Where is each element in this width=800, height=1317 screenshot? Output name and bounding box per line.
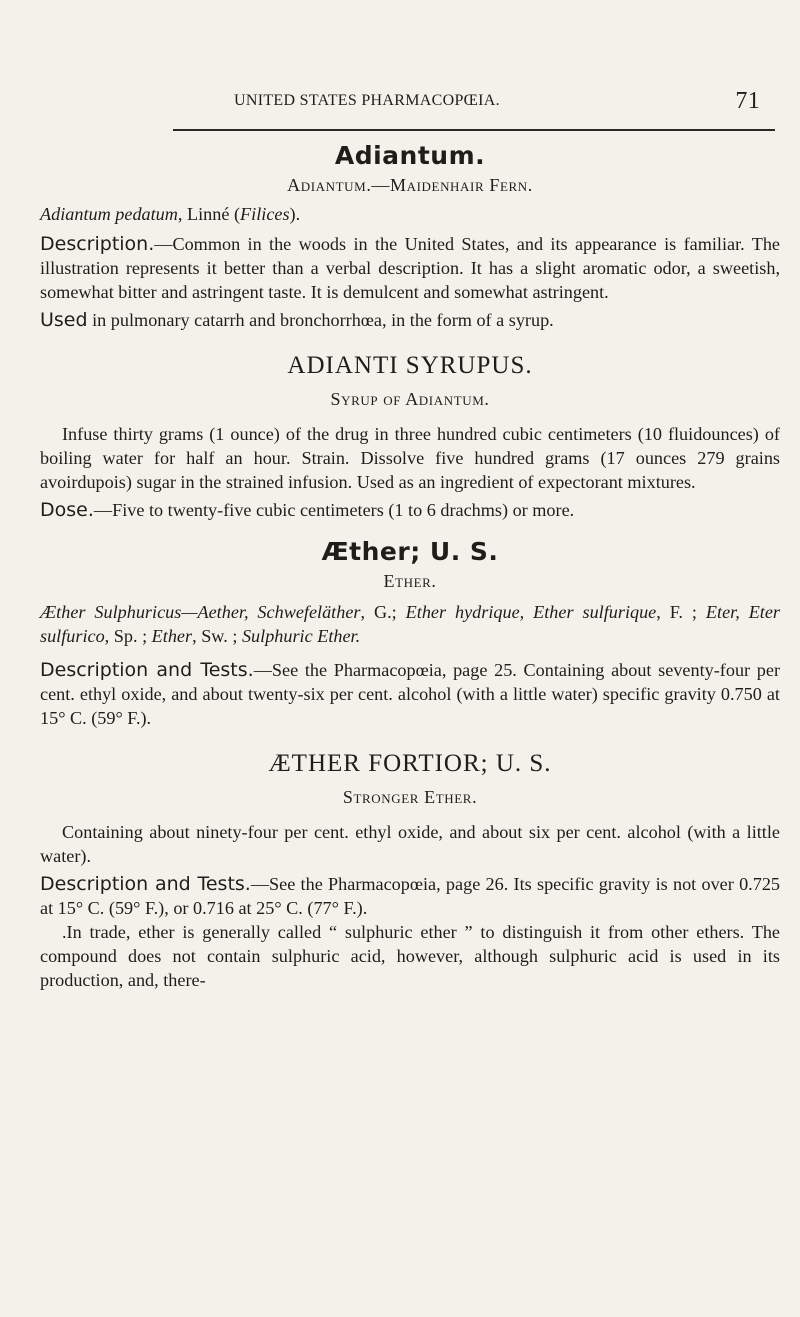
header-rule <box>173 129 775 131</box>
page-number: 71 <box>735 88 760 114</box>
aether-fortior-trade: .In trade, ether is generally called “ sulphuric ether ” to distinguish it from other ethers. The compound does not contain sulphuric acid, however, although sulphuric acid is used in its production, and, there- <box>40 922 780 990</box>
synonym-lang: , Sw. ; <box>192 626 242 646</box>
adiantum-description <box>40 232 780 304</box>
synonym: Eter, Eter sulfurico <box>40 602 781 646</box>
adiantum-subheading: Adiantum.—Maidenhair Fern. <box>287 175 533 195</box>
syrup-text: Infuse thirty grams (1 ounce) of the drug in three hundred cubic centimeters (10 fluidounces) of boiling water for half an hour. Strain. Dissolve five hundred grams (17 ounces 279 grains avoirdupois) sugar in the strained infusion. Used as an ingredient of expectorant mixtures. <box>40 424 780 492</box>
description-tests-text: —See the Pharmacopœia, page 26. Its specific gravity is not over 0.725 at 15° C. (59° F.), or 0.716 at 25° C. (77° F.). <box>40 874 781 918</box>
running-head-title: UNITED STATES PHARMACOPŒIA. <box>234 92 500 109</box>
description-tests-label: Description and Tests. <box>40 873 251 895</box>
authority-end: ). <box>289 204 301 224</box>
aether-fortior-subheading: Stronger Ether. <box>342 787 478 807</box>
synonym: Sulphuric Ether. <box>241 626 361 646</box>
synonym: Ether hydrique, Ether sulfurique <box>405 602 657 622</box>
description-tests-text: —See the Pharmacopœia, page 25. Containing about seventy-four per cent. ethyl oxide, and about twenty-six per cent. alcohol (with a little water) specific gravity 0.750 at 15° C. (59° F.). <box>40 660 781 728</box>
family-name: Filices <box>240 204 290 224</box>
synonym-lang: , F. ; <box>656 602 706 622</box>
aether-fortior-intro: Containing about ninety-four per cent. ethyl oxide, and about six per cent. alcohol (with a little water). <box>40 822 780 866</box>
synonym: —Aether, Schwefeläther <box>181 602 361 622</box>
syrup-subheading: Syrup of Adiantum. <box>330 389 490 409</box>
used-label: Used <box>40 309 88 331</box>
adiantum-used <box>40 308 780 332</box>
authority: , Linné ( <box>177 204 241 224</box>
adiantum-heading: Adiantum. <box>334 141 486 170</box>
botanical-name: Adiantum pedatum <box>40 204 178 224</box>
page-body <box>40 140 780 992</box>
synonym-lang: , G.; <box>360 602 406 622</box>
description-tests-label: Description and Tests. <box>40 659 254 681</box>
description-label: Description. <box>40 233 155 255</box>
aether-subheading: Ether. <box>383 571 437 591</box>
aether-heading: Æther; U. S. <box>321 537 499 566</box>
synonym: Ether <box>151 626 193 646</box>
used-text: in pulmonary catarrh and bronchorrhœa, in the form of a syrup. <box>87 310 554 330</box>
syrup-dose <box>40 498 780 522</box>
aether-fortior-heading: ÆTHER FORTIOR; U. S. <box>268 750 552 777</box>
syrup-heading: ADIANTI SYRUPUS. <box>287 352 533 379</box>
aether-synonyms <box>40 600 780 648</box>
synonym: Æther Sulphuricus <box>40 602 182 622</box>
dose-label: Dose. <box>40 499 94 521</box>
description-text: —Common in the woods in the United States, and its appearance is familiar. The illustration represents it better than a verbal description. It has a slight aromatic odor, a sweetish, somewhat bitter and astringent taste. It is demulcent and somewhat astringent. <box>40 234 780 302</box>
aether-description <box>40 658 780 730</box>
dose-text: —Five to twenty-five cubic centimeters (1 to 6 drachms) or more. <box>93 500 575 520</box>
adiantum-botanical-line <box>40 202 780 226</box>
synonym-lang: , Sp. ; <box>104 626 152 646</box>
aether-fortior-description <box>40 872 780 920</box>
